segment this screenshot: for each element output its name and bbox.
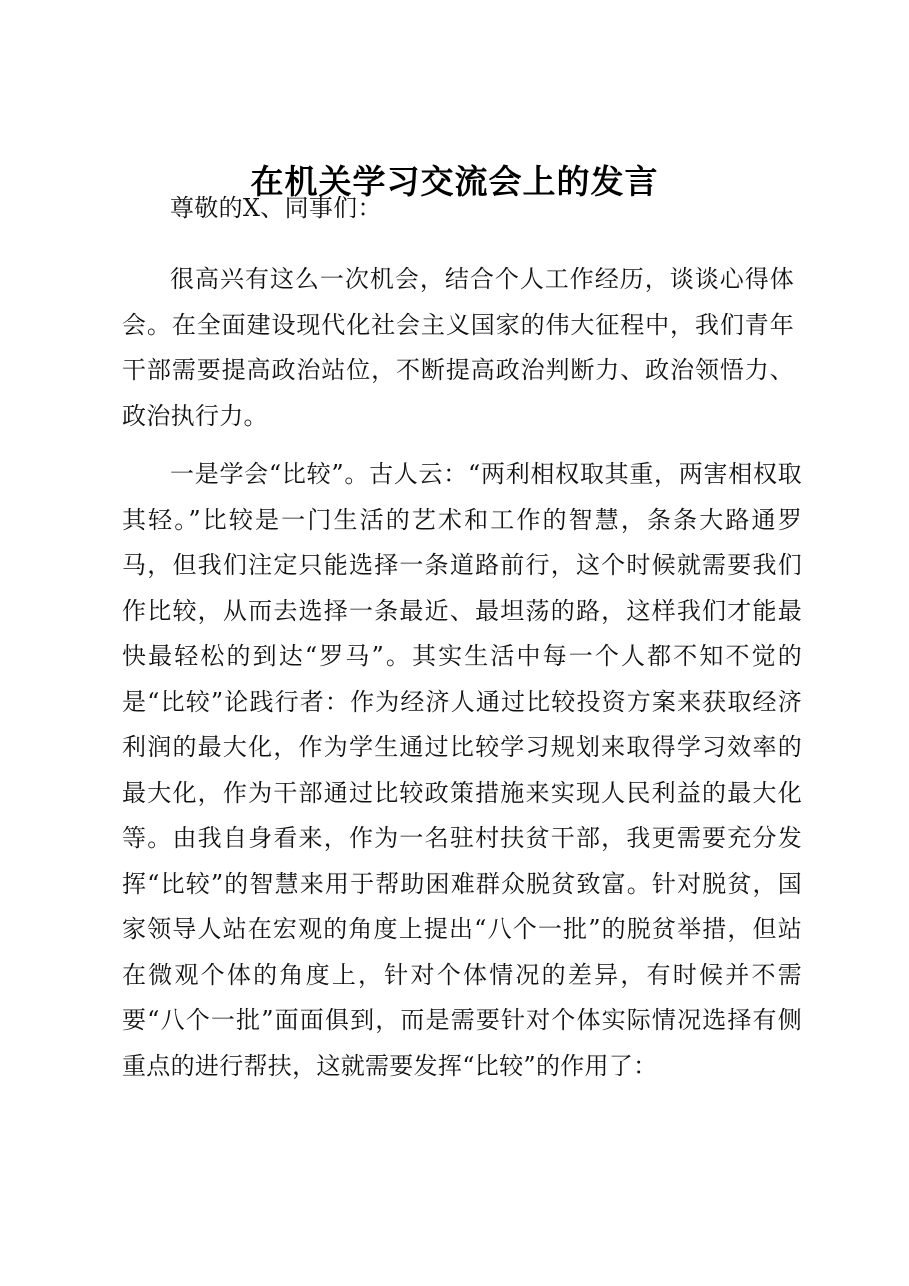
paragraph-comparison: 一是学会“比较”。古人云：“两利相权取其重，两害相权取其轻。”比较是一门生活的艺术和工作的智慧，条条大路通罗马，但我们注定只能选择一条道路前行，这个时候就需要我们作比较，从而去选择一条最近、最坦荡的路，这样我们才能最快最轻松的到达“罗马”。其实生活中每一个人都不知不觉的是“比较”论践行者：作为经济人通过比较投资方案来获取经济利润的最大化，作为学生通过比较学习规划来取得学习效率的最大化，作为干部通过比较政策措施来实现人民利益的最大化等。由我自身看来，作为一名驻村扶贫干部，我更需要充分发挥“比较”的智慧来用于帮助困难群众脱贫致富。针对脱贫，国家领导人站在宏观的角度上提出“八个一批”的脱贫举措，但站在微观个体的角度上，针对个体情况的差异，有时候并不需要“八个一批”面面俱到，而是需要针对个体实际情况选择有侧重点的进行帮扶，这就需要发挥“比较”的作用了： <box>122 460 802 1080</box>
paragraph-intro: 很高兴有这么一次机会，结合个人工作经历，谈谈心得体会。在全面建设现代化社会主义国家的伟大征程中，我们青年干部需要提高政治站位，不断提高政治判断力、政治领悟力、政治执行力。 <box>122 265 794 430</box>
salutation: 尊敬的X、同事们： <box>170 194 382 222</box>
document-title: 在机关学习交流会上的发言 <box>250 162 659 201</box>
